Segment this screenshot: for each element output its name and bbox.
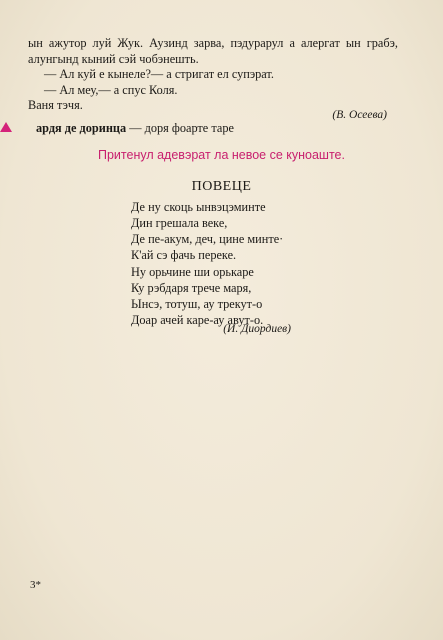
- prose-line: — Ал куй е кынеле?— а стригат ел супэрат.: [44, 67, 274, 81]
- prose-line: — Ал меу,— а спус Коля.: [44, 82, 178, 97]
- poem-stanza-1: [131, 199, 283, 263]
- vocabulary-note: [36, 121, 234, 136]
- triangle-marker-icon: [0, 122, 12, 132]
- poem-title: ПОВЕЦЕ: [191, 179, 252, 194]
- poem-line: Ну орьчине ши орькаре: [131, 265, 254, 279]
- poem-stanza-2: [131, 264, 263, 328]
- poem-line: К'ай сэ фачь переке.: [131, 248, 237, 262]
- poem-line: Ку рэбдаря трече маря,: [131, 281, 252, 295]
- poem-line: Дин грешала веке,: [131, 216, 228, 230]
- poem-attribution: (И. Диордиев): [223, 323, 291, 335]
- poem-line: Доар ачей каре-ау авут-о.: [131, 313, 264, 327]
- poem-line: Ынсэ, тотуш, ау трекут-о: [131, 297, 263, 311]
- story-excerpt: [28, 36, 398, 114]
- vocabulary-term: ардя де доринца: [36, 121, 127, 135]
- poem-line: Де ну скоць ынвэцэминте: [131, 200, 266, 214]
- poem-line: Де пе-акум, деч, цине минте·: [131, 232, 284, 246]
- proverb-task: Притенул адевэрат ла невое се куноаште.: [98, 148, 345, 162]
- vocabulary-definition: — доря фоарте таре: [129, 121, 234, 135]
- prose-line: Ваня тэчя.: [28, 98, 83, 112]
- page-number: 3*: [30, 579, 41, 591]
- prose-line: ын ажутор луй Жук. Аузинд зарва, пэдурарул а алергат ын грабэ, алунгынд кыний сэй чобэнешть.: [28, 36, 398, 66]
- story-attribution: (В. Осеева): [332, 109, 387, 121]
